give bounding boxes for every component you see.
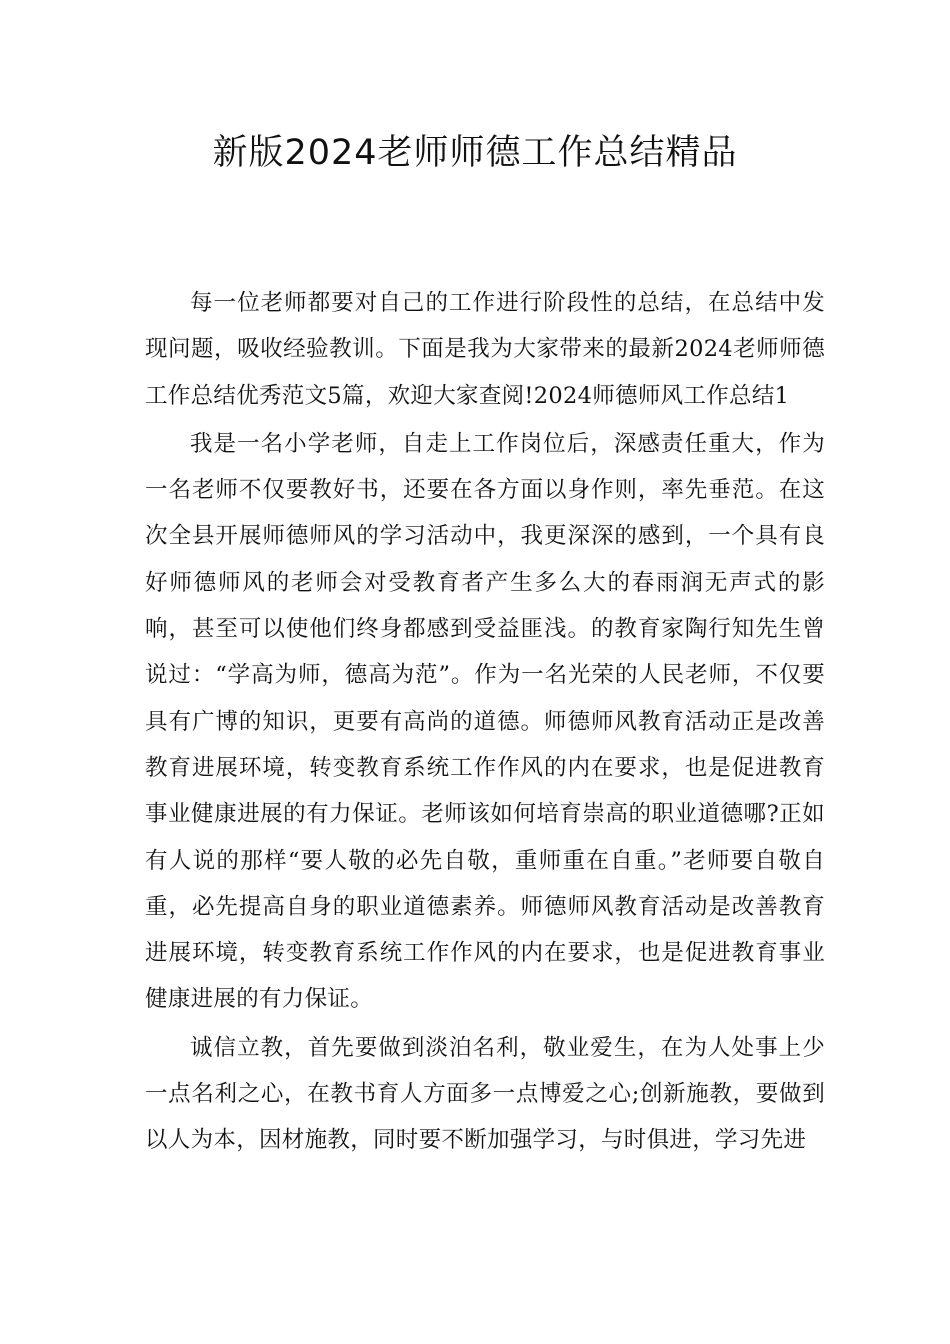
paragraph-integrity: 诚信立教，首先要做到淡泊名利，敬业爱生，在为人处事上少一点名利之心，在教书育人方面多一点博爱之心;创新施教，要做到以人为本，因材施教，同时要不断加强学习，与时俱进，学习先进 [145, 1034, 825, 1154]
document-title: 新版2024老师师德工作总结精品 [212, 133, 738, 173]
paragraph-intro: 每一位老师都要对自己的工作进行阶段性的总结，在总结中发现问题，吸收经验教训。下面是我为大家带来的最新2024老师师德工作总结优秀范文5篇，欢迎大家查阅!2024师德师风工作总结1 [145, 290, 825, 409]
document-body [145, 280, 825, 1166]
paragraph-teacher-ethics: 我是一名小学老师，自走上工作岗位后，深感责任重大，作为一名老师不仅要教好书，还要在各方面以身作则，率先垂范。在这次全县开展师德师风的学习活动中，我更深深的感到，一个具有良好师德师风的老师会对受教育者产生多么大的春雨润无声式的影响，甚至可以使他们终身都感到受益匪浅。的教育家陶行知先生曾说过：“学高为师，德高为范”。作为一名光荣的人民老师，不仅要具有广博的知识，更要有高尚的道德。师德师风教育活动正是改善教育进展环境，转变教育系统工作作风的内在要求，也是促进教育事业健康进展的有力保证。老师该如何培育崇高的职业道德哪?正如有人说的那样“要人敬的必先自敬，重师重在自重。”老师要自敬自重，必先提高自身的职业道德素养。师德师风教育活动是改善教育进展环境，转变教育系统工作作风的内在要求，也是促进教育事业健康进展的有力保证。 [145, 430, 825, 1013]
